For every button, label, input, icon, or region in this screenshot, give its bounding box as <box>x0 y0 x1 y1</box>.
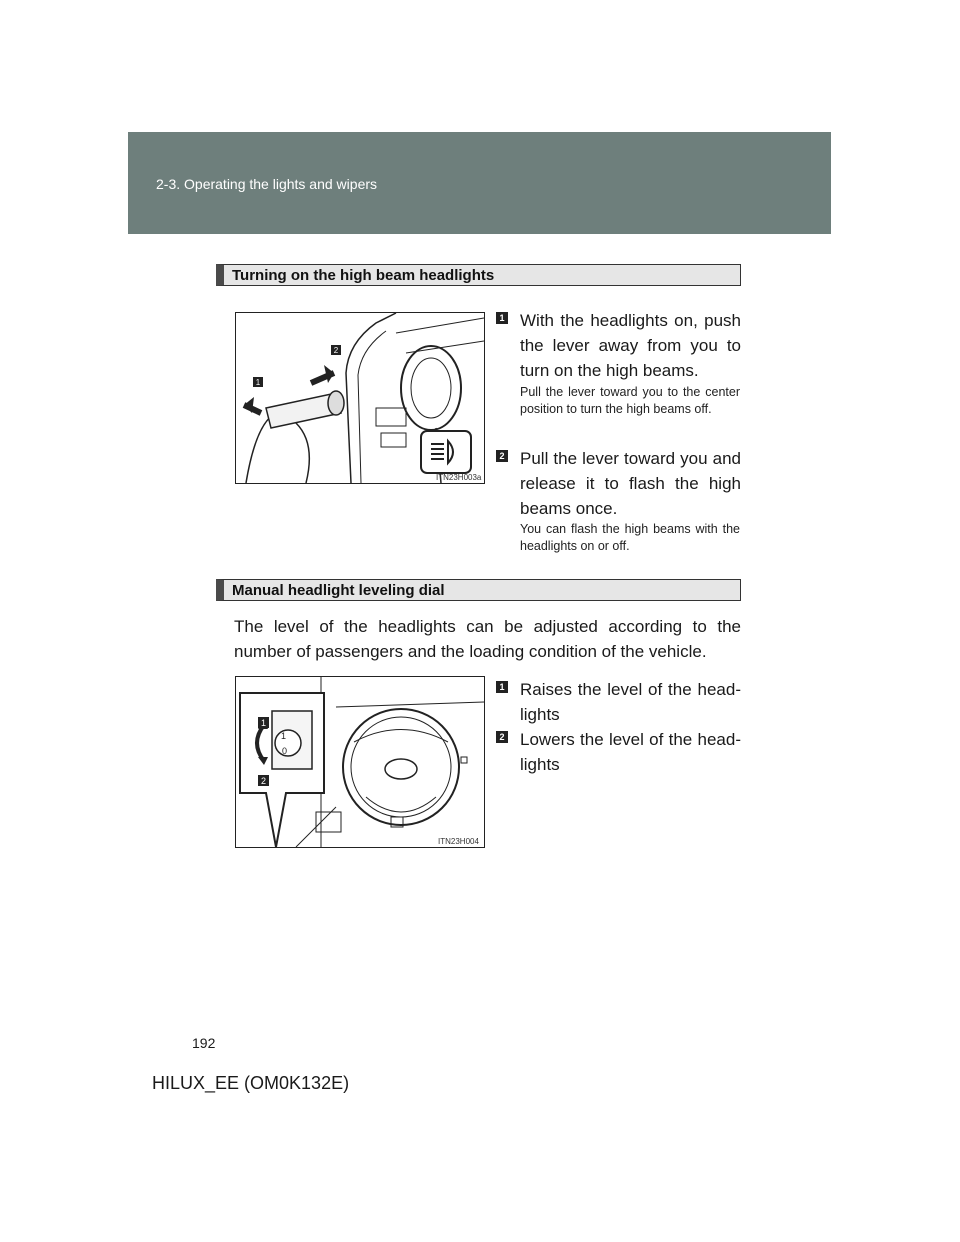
step-note: Pull the lever toward you to the center position to turn the high beams off. <box>520 385 740 416</box>
section-title-high-beam <box>216 264 741 286</box>
figure-leveling-dial <box>235 676 485 848</box>
step-note: You can flash the high beams with the headlights on or off. <box>520 522 740 553</box>
section-title-leveling-dial <box>216 579 741 601</box>
step-number-badge: 1 <box>496 681 508 693</box>
step-item <box>496 727 741 777</box>
step-text: Lowers the level of the head-lights <box>520 730 741 774</box>
figure-code: ITN23H003a <box>436 473 482 482</box>
svg-text:1: 1 <box>260 718 267 728</box>
breadcrumb: 2-3. Operating the lights and wipers <box>156 176 378 192</box>
figure-high-beam-lever <box>235 312 485 484</box>
svg-text:1: 1 <box>255 378 261 387</box>
step-number-badge: 2 <box>496 731 508 743</box>
step-text: Pull the lever toward you and release it to flash the high beams once. <box>520 449 741 518</box>
section-title-text: Manual headlight leveling dial <box>232 582 445 599</box>
svg-text:2: 2 <box>260 776 267 786</box>
svg-text:0: 0 <box>282 746 288 756</box>
chapter-header <box>128 132 831 234</box>
section-intro: The level of the headlights can be adjusted according to the number of passengers and the loading condition of the vehicle. <box>234 617 741 661</box>
step-number-badge: 1 <box>496 312 508 324</box>
step-item <box>496 677 741 727</box>
svg-text:1: 1 <box>281 731 287 741</box>
svg-text:2: 2 <box>333 346 339 355</box>
page-number: 192 <box>192 1035 216 1051</box>
step-item <box>496 308 741 383</box>
step-item <box>496 446 741 521</box>
high-beam-illustration <box>236 313 484 483</box>
leveling-dial-illustration <box>236 677 484 847</box>
footer-model-code: HILUX_EE (OM0K132E) <box>152 1073 350 1093</box>
figure-code: ITN23H004 <box>438 837 479 846</box>
step-text: Raises the level of the head-lights <box>520 680 741 724</box>
section-title-text: Turning on the high beam headlights <box>232 267 495 284</box>
step-number-badge: 2 <box>496 450 508 462</box>
step-text: With the headlights on, push the lever away from you to turn on the high beams. <box>520 311 741 380</box>
